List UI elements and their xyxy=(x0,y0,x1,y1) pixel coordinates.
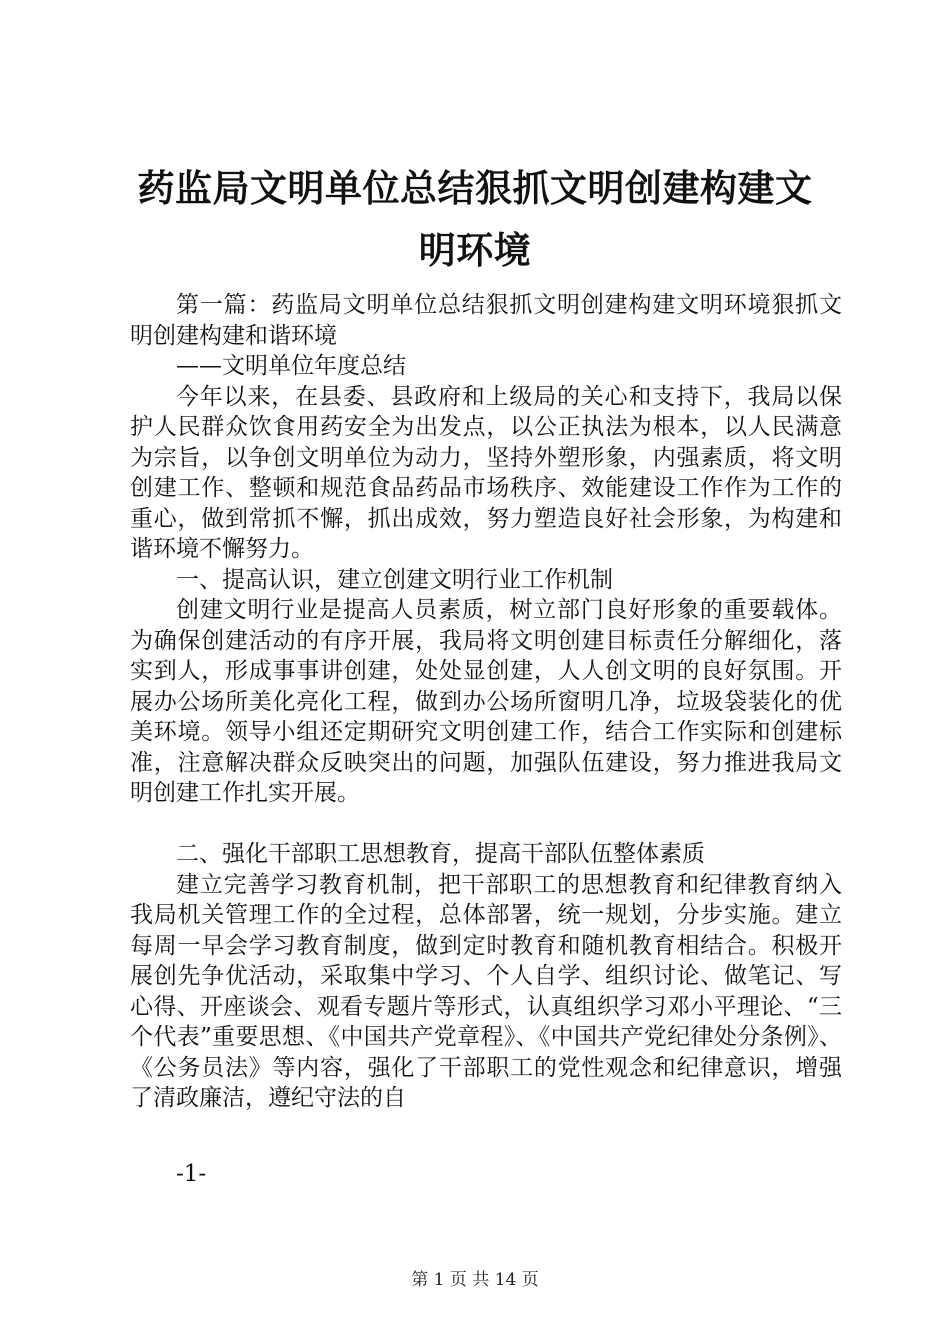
section-paragraph-2: 建立完善学习教育机制，把干部职工的思想教育和纪律教育纳入我局机关管理工作的全过程，总体部署，统一规划，分步实施。建立每周一早会学习教育制度，做到定时教育和随机教育相结合。积极开展创先争优活动，采取集中学习、个人自学、组织讨论、做笔记、写心得、开座谈会、观看专题片等形式，认真组织学习邓小平理论、“三个代表”重要思想、《中国共产党章程》、《中国共产党纪律处分条例》、《公务员法》等内容，强化了干部职工的党性观念和纪律意识，增强了清政廉洁，遵纪守法的自 xyxy=(130,871,842,1111)
page-footer: 第 1 页 共 14 页 xyxy=(411,1270,539,1290)
paragraph-gap xyxy=(130,809,842,840)
document-body xyxy=(130,290,842,1114)
document-title: 药监局文明单位总结狠抓文明创建构建文明环境 xyxy=(137,167,813,272)
page-number-mark: -1- xyxy=(176,1161,207,1187)
intro-paragraph: 今年以来，在县委、县政府和上级局的关心和支持下，我局以保护人民群众饮食用药安全为出发点，以公正执法为根本，以人民满意为宗旨，以争创文明单位为动力，坚持外塑形象，内强素质，将文明创建工作、整顿和规范食品药品市场秩序、效能建设工作作为工作的重心，做到常抓不懈，抓出成效，努力塑造良好社会形象，为构建和谐环境不懈努力。 xyxy=(130,383,842,562)
section-heading-2: 二、强化干部职工思想教育，提高干部队伍整体素质 xyxy=(176,841,705,867)
section-paragraph-1: 创建文明行业是提高人员素质，树立部门良好形象的重要载体。为确保创建活动的有序开展，我局将文明创建目标责任分解细化，落实到人，形成事事讲创建，处处显创建，人人创文明的良好氛围。开展办公场所美化亮化工程，做到办公场所窗明几净，垃圾袋装化的优美环境。领导小组还定期研究文明创建工作，结合工作实际和创建标准，注意解决群众反映突出的问题，加强队伍建设，努力推进我局文明创建工作扎实开展。 xyxy=(130,597,842,806)
chapter-heading: 第一篇：药监局文明单位总结狠抓文明创建构建文明环境狠抓文明创建构建和谐环境 xyxy=(130,292,842,349)
subtitle-line: ——文明单位年度总结 xyxy=(176,353,406,379)
section-heading-1: 一、提高认识，建立创建文明行业工作机制 xyxy=(176,566,613,593)
